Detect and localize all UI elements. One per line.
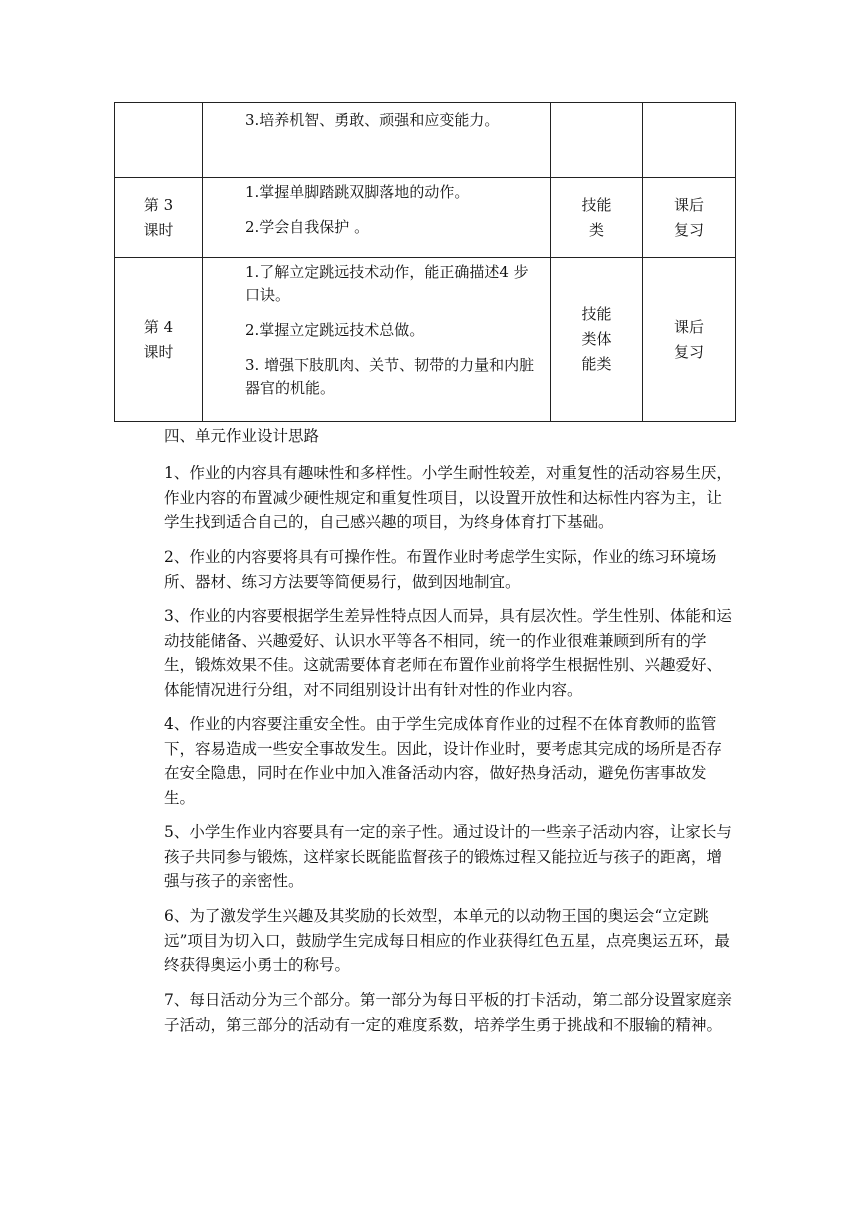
period-cell: 第 4 课时 [115,258,203,422]
paragraph: 4、作业的内容要注重安全性。由于学生完成体育作业的过程不在体育教师的监管下，容易造成一些安全事故发生。因此，设计作业时，要考虑其完成的场所是否存在安全隐患，同时在作业中加入准备活动内容，做好热身活动，避免伤害事故发生。 [164,715,723,807]
period-cell: 第 3 课时 [115,178,203,258]
goals-cell [203,103,551,178]
paragraph: 3、作业的内容要根据学生差异性特点因人而异，具有层次性。学生性别、体能和运动技能储备、兴趣爱好、认识水平等各不相同，统一的作业很难兼顾到所有的学生，锻炼效果不佳。这就需要体育老师在布置作业前将学生根据性别、兴趣爱好、体能情况进行分组，对不同组别设计出有针对性的作业内容。 [164,607,732,699]
unit-plan-table [114,102,736,422]
period-cell [115,103,203,178]
table-row [115,258,736,422]
paragraph: 1、作业的内容具有趣味性和多样性。小学生耐性较差，对重复性的活动容易生厌，作业内容的布置减少硬性规定和重复性项目，以设置开放性和达标性内容为主，让学生找到适合自己的，自己感兴趣的项目，为终身体育打下基础。 [164,464,732,531]
table-row [115,103,736,178]
goal-item: 3.培养机智、勇敢、顽强和应变能力。 [245,111,500,129]
goal-item: 2.学会自我保护 。 [245,218,370,236]
paragraph: 5、小学生作业内容要具有一定的亲子性。通过设计的一些亲子活动内容，让家长与孩子共同参与锻炼，这样家长既能监督孩子的锻炼过程又能拉近与孩子的距离，增强与孩子的亲密性。 [164,823,732,890]
type-cell: 技能 类 [551,178,643,258]
paragraph: 6、为了激发学生兴趣及其奖励的长效型，本单元的以动物王国的奥运会“立定跳远”项目为切入口，鼓励学生完成每日相应的作业获得红色五星，点亮奥运五环，最终获得奥运小勇士的称号。 [164,907,730,974]
section-heading: 四、单元作业设计思路 [164,427,320,445]
goals-cell [203,178,551,258]
homework-cell: 课后 复习 [643,178,736,258]
type-cell [551,103,643,178]
goal-item: 2.掌握立定跳远技术总做。 [245,321,425,339]
goal-item: 1.了解立定跳远技术动作，能正确描述4 步口诀。 [245,263,529,304]
goal-item: 3. 增强下肢肌肉、关节、韧带的力量和内脏器官的机能。 [245,356,535,397]
homework-cell [643,103,736,178]
goal-item: 1.掌握单脚踏跳双脚落地的动作。 [245,183,470,201]
type-cell: 技能 类体 能类 [551,258,643,422]
homework-cell: 课后 复习 [643,258,736,422]
goals-cell [203,258,551,422]
table-row [115,178,736,258]
paragraph: 2、作业的内容要将具有可操作性。布置作业时考虑学生实际，作业的练习环境场所、器材、练习方法要等简便易行，做到因地制宜。 [164,548,717,591]
paragraph: 7、每日活动分为三个部分。第一部分为每日平板的打卡活动，第二部分设置家庭亲子活动，第三部分的活动有一定的难度系数，培养学生勇于挑战和不服输的精神。 [164,991,732,1034]
